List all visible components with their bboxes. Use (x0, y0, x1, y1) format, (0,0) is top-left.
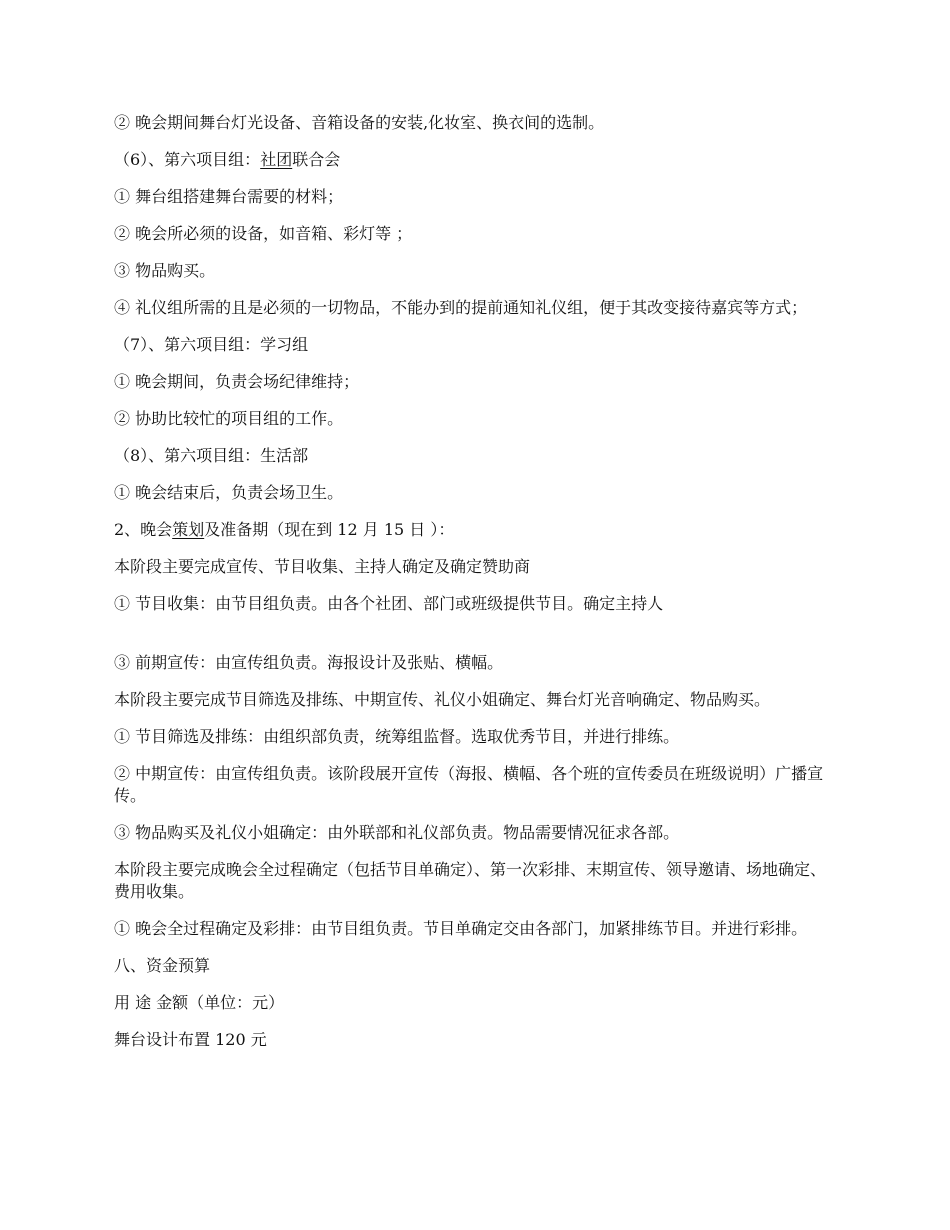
paragraph: 本阶段主要完成节目筛选及排练、中期宣传、礼仪小姐确定、舞台灯光音响确定、物品购买。 (114, 690, 771, 709)
paragraph-underlined: 2、晚会策划及准备期（现在到 12 月 15 日 ）： (114, 520, 455, 539)
paragraph-underlined: （6）、第六项目组：社团联合会 (114, 150, 341, 169)
paragraph: ① 晚会期间，负责会场纪律维持； (114, 372, 360, 391)
paragraph: （7）、第六项目组：学习组 (114, 335, 309, 354)
paragraph: 本阶段主要完成宣传、节目收集、主持人确定及确定赞助商 (114, 557, 531, 576)
budget-row: 舞台设计布置 120 元 (114, 1030, 267, 1049)
paragraph: 本阶段主要完成晚会全过程确定（包括节目单确定）、第一次彩排、末期宣传、领导邀请、场地确定、费用收集。 (114, 860, 827, 901)
section-heading: 八、资金预算 (114, 956, 211, 975)
paragraph: ③ 前期宣传：由宣传组负责。海报设计及张贴、横幅。 (114, 653, 504, 672)
paragraph: ② 中期宣传：由宣传组负责。该阶段展开宣传（海报、横幅、各个班的宣传委员在班级说明）广播宣传。 (114, 764, 824, 805)
paragraph: ① 晚会全过程确定及彩排：由节目组负责。节目单确定交由各部门，加紧排练节目。并进行彩排。 (114, 919, 808, 938)
budget-header: 用 途 金额（单位：元） (114, 993, 285, 1012)
paragraph: ① 舞台组搭建舞台需要的材料； (114, 187, 344, 206)
paragraph: ① 节目收集：由节目组负责。由各个社团、部门或班级提供节目。确定主持人 (114, 594, 664, 613)
paragraph: ③ 物品购买。 (114, 261, 216, 280)
paragraph: ① 晚会结束后，负责会场卫生。 (114, 483, 344, 502)
paragraph: ② 协助比较忙的项目组的工作。 (114, 409, 344, 428)
paragraph: （8）、第六项目组：生活部 (114, 446, 309, 465)
underlined-term: 策划 (172, 520, 205, 539)
document-page (114, 112, 834, 1066)
paragraph: ③ 物品购买及礼仪小姐确定：由外联部和礼仪部负责。物品需要情况征求各部。 (114, 823, 680, 842)
paragraph: ② 晚会所必须的设备，如音箱、彩灯等 ； (114, 224, 413, 243)
paragraph: ② 晚会期间舞台灯光设备、音箱设备的安装,化妆室、换衣间的选制。 (114, 113, 605, 132)
underlined-term: 社团 (260, 150, 293, 169)
paragraph: ① 节目筛选及排练：由组织部负责，统筹组监督。选取优秀节目，并进行排练。 (114, 727, 680, 746)
paragraph: ④ 礼仪组所需的且是必须的一切物品，不能办到的提前通知礼仪组，便于其改变接待嘉宾等方式； (114, 298, 808, 317)
